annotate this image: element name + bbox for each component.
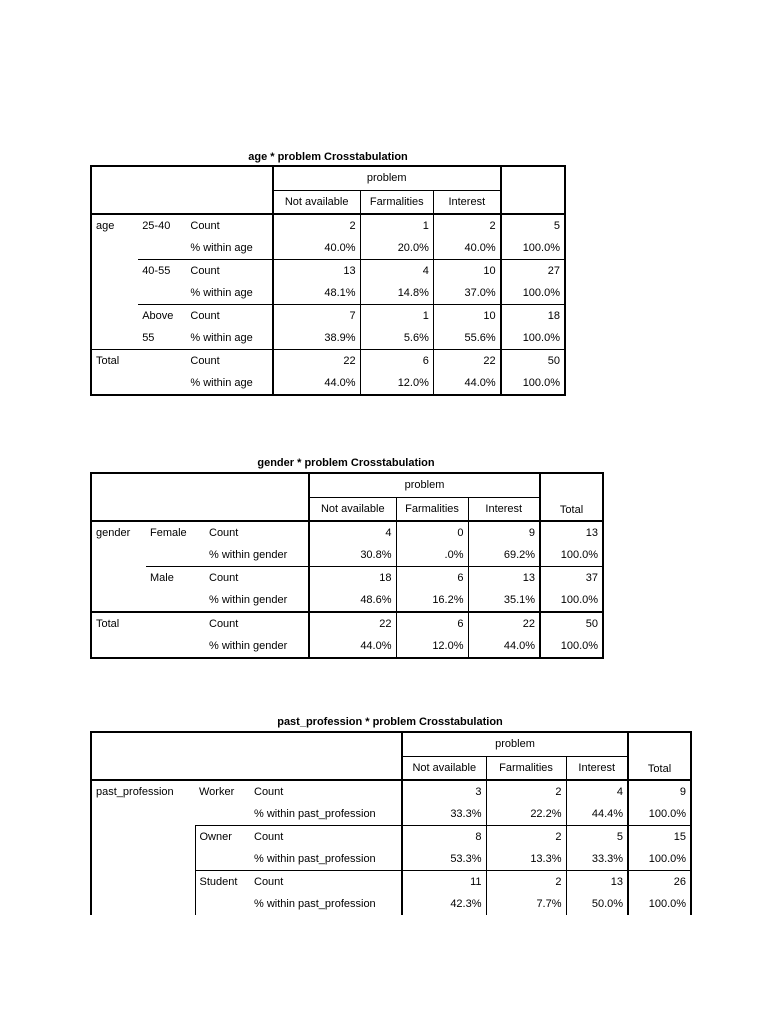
row-variable-label: past_profession xyxy=(91,780,195,915)
column-variable-label: problem xyxy=(309,473,540,497)
table-cell: 2 xyxy=(433,214,500,237)
stat-label: % within age xyxy=(190,376,253,389)
table-title: gender * problem Crosstabulation xyxy=(257,457,435,469)
stat-label: Count xyxy=(250,870,402,893)
stat-label: % within age xyxy=(190,331,253,344)
table-cell: 2 xyxy=(486,825,566,848)
stat-label: % within age xyxy=(190,286,253,299)
table-cell: 100.0% xyxy=(628,893,691,915)
table-cell: 9 xyxy=(628,780,691,803)
table-cell: 1 xyxy=(360,304,433,327)
table-cell: 100.0% xyxy=(501,327,565,350)
row-variable-label: age xyxy=(91,214,138,350)
table-cell: 50 xyxy=(501,349,565,372)
table-cell: 44.0% xyxy=(273,372,360,395)
table-cell: 30.8% xyxy=(309,544,396,567)
table-cell: 20.0% xyxy=(360,237,433,260)
table-cell: 13 xyxy=(468,566,540,589)
stat-label: % within past_profession xyxy=(254,897,376,910)
row-group-label: Owner xyxy=(195,825,250,870)
table-cell: 48.6% xyxy=(309,589,396,612)
column-header: Farmalities xyxy=(486,756,566,780)
stat-label: Count xyxy=(205,566,309,589)
stat-label: % within age xyxy=(190,241,253,254)
column-header: Total xyxy=(628,732,691,780)
table-cell: 50.0% xyxy=(566,893,628,915)
stat-label: Count xyxy=(186,349,272,372)
table-cell: 22 xyxy=(468,612,540,635)
table-cell: 18 xyxy=(309,566,396,589)
table-cell: 33.3% xyxy=(566,848,628,871)
column-variable-label: problem xyxy=(273,166,501,190)
table-cell: .0% xyxy=(396,544,468,567)
table-cell: 0 xyxy=(396,521,468,544)
row-group-label: Female xyxy=(146,521,205,567)
table-cell: 13 xyxy=(273,259,360,282)
stat-label: Count xyxy=(186,214,272,237)
table-cell: 1 xyxy=(360,214,433,237)
table-cell: 10 xyxy=(433,259,500,282)
stat-label: Count xyxy=(250,780,402,803)
stat-label: % within past_profession xyxy=(254,852,376,865)
table-cell: 13 xyxy=(540,521,603,544)
table-cell: 3 xyxy=(402,780,486,803)
table-cell: 5 xyxy=(501,214,565,237)
table-cell: 9 xyxy=(468,521,540,544)
crosstab-table-past-profession xyxy=(90,731,692,915)
table-cell: 15 xyxy=(628,825,691,848)
crosstab-table-gender xyxy=(90,472,604,659)
table-cell: 22 xyxy=(433,349,500,372)
table-cell: 100.0% xyxy=(501,282,565,305)
table-cell: 27 xyxy=(501,259,565,282)
table-cell: 5 xyxy=(566,825,628,848)
table-cell: 100.0% xyxy=(540,635,603,658)
column-header: Farmalities xyxy=(360,190,433,214)
table-cell: 100.0% xyxy=(628,848,691,871)
total-row-label: Total xyxy=(91,349,186,395)
table-cell: 100.0% xyxy=(540,589,603,612)
table-cell: 4 xyxy=(360,259,433,282)
table-cell: 12.0% xyxy=(396,635,468,658)
column-header: Not available xyxy=(402,756,486,780)
table-cell: 38.9% xyxy=(273,327,360,350)
stat-label: Count xyxy=(186,304,272,327)
table-cell: 40.0% xyxy=(273,237,360,260)
table-cell: 69.2% xyxy=(468,544,540,567)
table-cell: 7.7% xyxy=(486,893,566,915)
row-group-label: 55 xyxy=(142,331,155,344)
table-cell: 44.0% xyxy=(468,635,540,658)
table-cell: 5.6% xyxy=(360,327,433,350)
table-cell: 13 xyxy=(566,870,628,893)
table-cell: 11 xyxy=(402,870,486,893)
column-header: Not available xyxy=(273,190,360,214)
row-variable-label: gender xyxy=(91,521,146,612)
row-group-label: Student xyxy=(195,870,250,915)
total-row-label: Total xyxy=(91,612,205,658)
table-cell: 35.1% xyxy=(468,589,540,612)
table-cell: 6 xyxy=(396,566,468,589)
table-cell: 50 xyxy=(540,612,603,635)
stat-label: Count xyxy=(250,825,402,848)
row-group-label: 40-55 xyxy=(138,259,186,304)
stat-label: % within past_profession xyxy=(254,807,376,820)
column-header: Interest xyxy=(468,497,540,521)
table-cell: 55.6% xyxy=(433,327,500,350)
stat-label: Count xyxy=(205,612,309,635)
table-cell: 2 xyxy=(486,780,566,803)
column-header: Farmalities xyxy=(396,497,468,521)
table-cell: 37.0% xyxy=(433,282,500,305)
table-cell: 7 xyxy=(273,304,360,327)
table-title: past_profession * problem Crosstabulation xyxy=(277,716,503,728)
table-cell: 100.0% xyxy=(501,237,565,260)
table-cell: 53.3% xyxy=(402,848,486,871)
table-cell: 22.2% xyxy=(486,803,566,826)
table-cell: 12.0% xyxy=(360,372,433,395)
crosstab-table-age xyxy=(90,165,566,396)
table-cell: 13.3% xyxy=(486,848,566,871)
table-cell: 22 xyxy=(309,612,396,635)
table-cell: 33.3% xyxy=(402,803,486,826)
table-cell: 16.2% xyxy=(396,589,468,612)
stat-label: % within gender xyxy=(209,639,288,652)
table-cell: 44.0% xyxy=(309,635,396,658)
table-cell: 42.3% xyxy=(402,893,486,915)
table-cell: 2 xyxy=(273,214,360,237)
column-header: Interest xyxy=(433,190,500,214)
table-cell: 8 xyxy=(402,825,486,848)
row-group-label: Male xyxy=(146,566,205,612)
column-header: Total xyxy=(540,473,603,521)
table-cell: 44.0% xyxy=(433,372,500,395)
table-cell: 14.8% xyxy=(360,282,433,305)
row-group-label: 25-40 xyxy=(138,214,186,260)
row-group-label: Above xyxy=(138,304,186,327)
stat-label: Count xyxy=(186,259,272,282)
table-cell: 48.1% xyxy=(273,282,360,305)
stat-label: % within gender xyxy=(209,548,288,561)
table-cell: 6 xyxy=(360,349,433,372)
table-title: age * problem Crosstabulation xyxy=(248,151,408,163)
table-cell: 100.0% xyxy=(540,544,603,567)
table-cell: 4 xyxy=(309,521,396,544)
table-cell: 40.0% xyxy=(433,237,500,260)
table-cell: 100.0% xyxy=(501,372,565,395)
column-variable-label: problem xyxy=(402,732,628,756)
table-cell: 100.0% xyxy=(628,803,691,826)
column-header: Interest xyxy=(566,756,628,780)
table-cell: 4 xyxy=(566,780,628,803)
stat-label: % within gender xyxy=(209,593,288,606)
table-cell: 18 xyxy=(501,304,565,327)
table-cell: 2 xyxy=(486,870,566,893)
table-cell: 37 xyxy=(540,566,603,589)
table-cell: 26 xyxy=(628,870,691,893)
row-group-label: Worker xyxy=(195,780,250,826)
table-cell: 6 xyxy=(396,612,468,635)
column-header: Not available xyxy=(309,497,396,521)
stat-label: Count xyxy=(205,521,309,544)
table-cell: 10 xyxy=(433,304,500,327)
table-cell: 22 xyxy=(273,349,360,372)
table-cell: 44.4% xyxy=(566,803,628,826)
